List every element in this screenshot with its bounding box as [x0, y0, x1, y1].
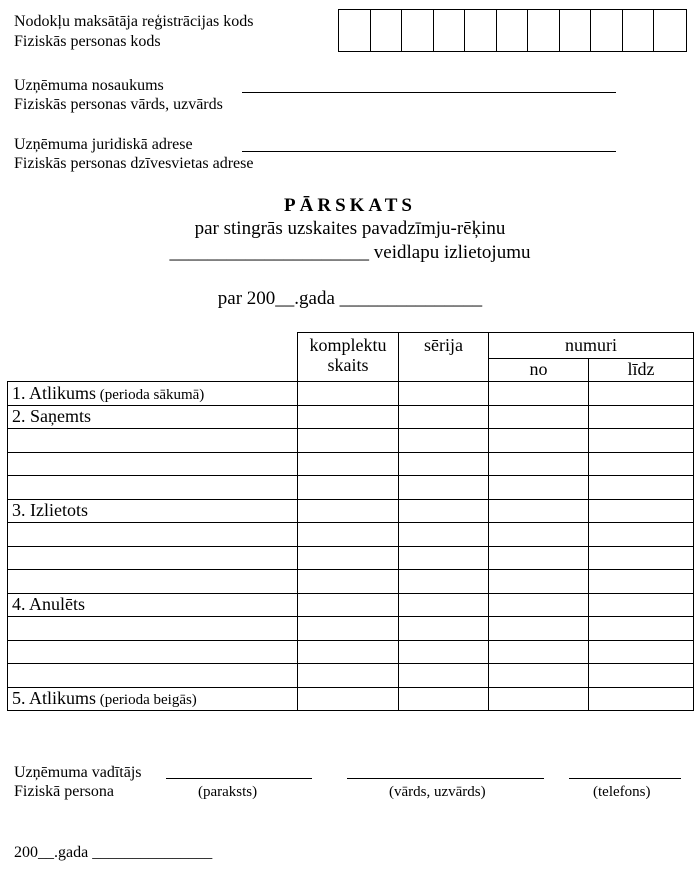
col-skaits-label: skaits: [327, 355, 369, 375]
col-header-serija: sērija: [399, 333, 489, 382]
no-cell[interactable]: [489, 499, 589, 523]
col-header-komplektu: [298, 333, 399, 382]
date-line: 200__.gada _______________: [14, 844, 213, 861]
report-subtitle-1: par stingrās uzskaites pavadzīmju-rēķinu: [194, 218, 506, 239]
no-cell[interactable]: [489, 593, 589, 617]
tax-code-label: Nodokļu maksātāja reģistrācijas kods: [14, 13, 254, 30]
lidz-cell[interactable]: [589, 476, 694, 500]
komplektu-cell[interactable]: [298, 476, 399, 500]
code-box[interactable]: [371, 10, 403, 51]
serija-cell[interactable]: [399, 382, 489, 406]
company-name-field[interactable]: [242, 92, 616, 93]
serija-cell[interactable]: [399, 405, 489, 429]
lidz-cell[interactable]: [589, 664, 694, 688]
code-box[interactable]: [465, 10, 497, 51]
company-address-label: Uzņēmuma juridiskā adrese: [14, 136, 193, 153]
lidz-cell[interactable]: [589, 405, 694, 429]
lidz-cell[interactable]: [589, 687, 694, 711]
row-label-cell: [8, 405, 298, 429]
row-label-cell: [8, 617, 298, 641]
row-label-cell: [8, 593, 298, 617]
komplektu-cell[interactable]: [298, 429, 399, 453]
row-label: 1. Atlikums: [12, 382, 97, 403]
no-cell[interactable]: [489, 382, 589, 406]
no-cell[interactable]: [489, 617, 589, 641]
lidz-cell[interactable]: [589, 499, 694, 523]
name-caption: (vārds, uzvārds): [389, 784, 486, 800]
table-row: [8, 382, 694, 406]
no-cell[interactable]: [489, 429, 589, 453]
table-row: [8, 687, 694, 711]
lidz-cell[interactable]: [589, 640, 694, 664]
serija-cell[interactable]: [399, 664, 489, 688]
lidz-cell[interactable]: [589, 546, 694, 570]
serija-cell[interactable]: [399, 452, 489, 476]
no-cell[interactable]: [489, 664, 589, 688]
lidz-cell[interactable]: [589, 593, 694, 617]
komplektu-cell[interactable]: [298, 593, 399, 617]
phone-field[interactable]: [569, 778, 681, 779]
table-row: [8, 640, 694, 664]
lidz-cell[interactable]: [589, 382, 694, 406]
komplektu-cell[interactable]: [298, 382, 399, 406]
no-cell[interactable]: [489, 523, 589, 547]
report-title: PĀRSKATS: [284, 195, 416, 216]
signature-caption: (paraksts): [198, 784, 258, 800]
table-row: [8, 570, 694, 594]
serija-cell[interactable]: [399, 476, 489, 500]
code-box[interactable]: [339, 10, 371, 51]
table-blank-corner: [8, 333, 298, 382]
serija-cell[interactable]: [399, 429, 489, 453]
table-row: [8, 499, 694, 523]
komplektu-cell[interactable]: [298, 570, 399, 594]
row-label-cell: [8, 476, 298, 500]
code-box[interactable]: [497, 10, 529, 51]
komplektu-cell[interactable]: [298, 664, 399, 688]
personal-code-label: Fiziskās personas kods: [14, 33, 161, 50]
serija-cell[interactable]: [399, 617, 489, 641]
lidz-cell[interactable]: [589, 570, 694, 594]
person-label: Fiziskā persona: [14, 783, 114, 800]
komplektu-cell[interactable]: [298, 546, 399, 570]
code-box[interactable]: [402, 10, 434, 51]
no-cell[interactable]: [489, 476, 589, 500]
code-box[interactable]: [654, 10, 686, 51]
serija-cell[interactable]: [399, 570, 489, 594]
lidz-cell[interactable]: [589, 429, 694, 453]
row-label-cell: [8, 546, 298, 570]
no-cell[interactable]: [489, 687, 589, 711]
no-cell[interactable]: [489, 570, 589, 594]
phone-caption: (telefons): [593, 784, 651, 800]
komplektu-cell[interactable]: [298, 452, 399, 476]
table-row: [8, 452, 694, 476]
serija-cell[interactable]: [399, 546, 489, 570]
row-note: (perioda sākumā): [96, 386, 205, 403]
table-row: [8, 617, 694, 641]
lidz-cell[interactable]: [589, 523, 694, 547]
row-label-cell: [8, 640, 298, 664]
row-label: 4. Anulēts: [12, 594, 86, 614]
row-note: (perioda beigās): [96, 692, 197, 708]
table-row: [8, 476, 694, 500]
row-label-cell: [8, 499, 298, 523]
row-label-cell: [8, 429, 298, 453]
serija-cell[interactable]: [399, 687, 489, 711]
no-cell[interactable]: [489, 546, 589, 570]
company-address-field[interactable]: [242, 151, 616, 152]
komplektu-cell[interactable]: [298, 499, 399, 523]
komplektu-cell[interactable]: [298, 687, 399, 711]
serija-cell[interactable]: [399, 523, 489, 547]
person-address-label: Fiziskās personas dzīvesvietas adrese: [14, 155, 254, 172]
table-row: [8, 546, 694, 570]
signature-field[interactable]: [166, 778, 312, 779]
komplektu-cell[interactable]: [298, 523, 399, 547]
table-row: [8, 593, 694, 617]
row-label-cell: [8, 452, 298, 476]
col-header-no: no: [489, 358, 589, 381]
row-label-cell: [8, 570, 298, 594]
code-box[interactable]: [434, 10, 466, 51]
table-row: [8, 429, 694, 453]
col-header-lidz: līdz: [589, 358, 694, 381]
report-subtitle-2: _____________________ veidlapu izlietojumu: [169, 242, 531, 263]
row-label-cell: [8, 523, 298, 547]
report-table: [7, 332, 694, 711]
row-label-cell: [8, 382, 298, 406]
code-box[interactable]: [591, 10, 623, 51]
name-field[interactable]: [347, 778, 544, 779]
person-name-label: Fiziskās personas vārds, uzvārds: [14, 96, 223, 113]
manager-label: Uzņēmuma vadītājs: [14, 764, 142, 781]
no-cell[interactable]: [489, 640, 589, 664]
lidz-cell[interactable]: [589, 617, 694, 641]
komplektu-cell[interactable]: [298, 640, 399, 664]
komplektu-cell[interactable]: [298, 617, 399, 641]
report-period: par 200__.gada _______________: [217, 288, 483, 309]
code-box[interactable]: [560, 10, 592, 51]
col-komplektu-label: komplektu: [309, 335, 387, 355]
col-header-numuri: numuri: [489, 333, 694, 359]
row-label-cell: [8, 687, 298, 711]
table-row: [8, 523, 694, 547]
no-cell[interactable]: [489, 405, 589, 429]
table-row: [8, 405, 694, 429]
serija-cell[interactable]: [399, 593, 489, 617]
serija-cell[interactable]: [399, 640, 489, 664]
row-label: 2. Saņemts: [12, 406, 91, 426]
no-cell[interactable]: [489, 452, 589, 476]
company-name-label: Uzņēmuma nosaukums: [14, 77, 164, 94]
row-label: 5. Atlikums: [12, 688, 97, 708]
table-row: [8, 664, 694, 688]
row-label-cell: [8, 664, 298, 688]
serija-cell[interactable]: [399, 499, 489, 523]
row-label: 3. Izlietots: [12, 500, 88, 520]
komplektu-cell[interactable]: [298, 405, 399, 429]
lidz-cell[interactable]: [589, 452, 694, 476]
code-boxes[interactable]: [338, 9, 687, 52]
code-box[interactable]: [528, 10, 560, 51]
code-box[interactable]: [623, 10, 655, 51]
